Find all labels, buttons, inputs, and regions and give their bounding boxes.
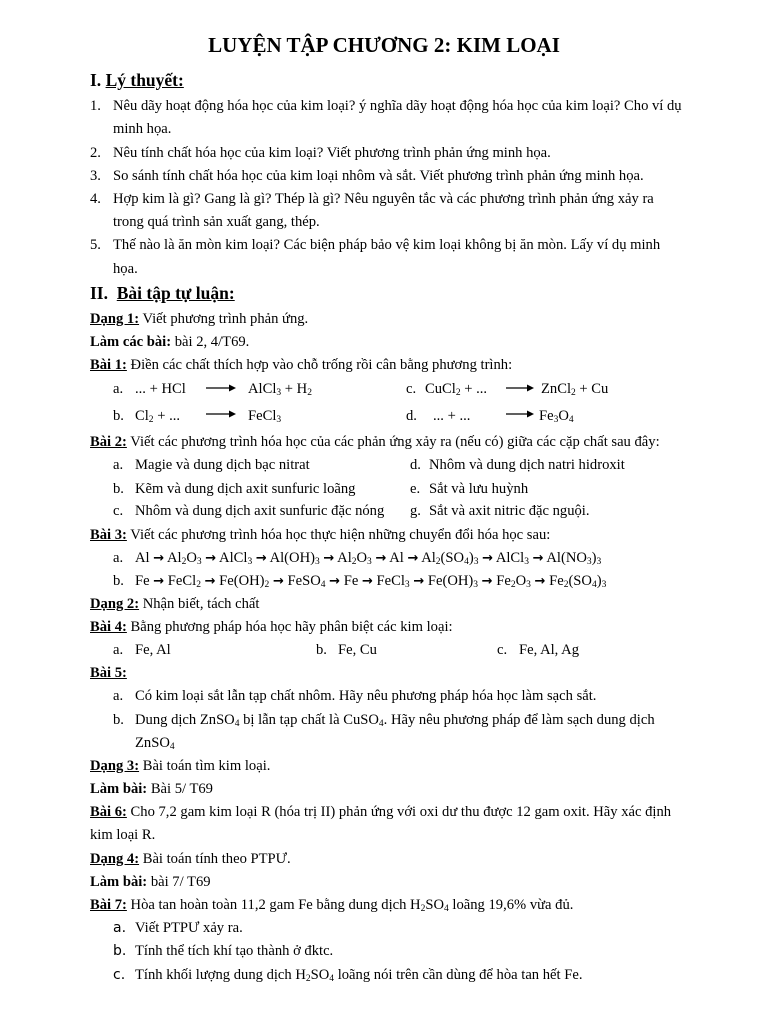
- bai-3-a-marker: a.: [113, 550, 124, 566]
- bai-7-a-text: Viết PTPƯ xảy ra.: [135, 920, 243, 936]
- bai-1-d-arrow-icon: [506, 410, 534, 418]
- bai-5-b-sub-4b: 4: [378, 719, 384, 729]
- bai-1-text: Điền các chất thích hợp vào chỗ trống rồi cân bằng phương trình:: [126, 357, 513, 373]
- arrow-icon: →: [205, 551, 217, 566]
- bai-4-text: Bằng phương pháp hóa học hãy phân biệt các kim loại:: [126, 619, 453, 635]
- theory-item-2-text: Nêu tính chất hóa học của kim loại? Viết phương trình phản ứng minh họa.: [113, 145, 551, 161]
- bai-6-text: Cho 7,2 gam kim loại R (hóa trị II) phản ứng với oxi dư thu được 12 gam oxit. Hãy xác định: [126, 804, 672, 820]
- section-1-number: I.: [90, 70, 102, 90]
- bai-1-prompt: [90, 356, 512, 374]
- bai-7-sub-4: 4: [444, 904, 449, 914]
- bai-7-prompt: [90, 896, 573, 914]
- bai-5-label: Bài 5:: [90, 665, 127, 681]
- section-1-heading: [90, 71, 184, 89]
- lam-cac-bai-text: bài 2, 4/T69.: [171, 334, 250, 350]
- bai-1-a-rhs-2: + H: [281, 381, 308, 397]
- bai-2-c-marker: c.: [113, 503, 124, 519]
- bai-7-b-text: Tính thể tích khí tạo thành ở đktc.: [135, 943, 334, 959]
- bai-1-label: Bài 1:: [90, 357, 127, 373]
- bai-7-a-marker: a.: [113, 920, 127, 936]
- arrow-icon: →: [361, 574, 373, 589]
- bai-1-d-lhs: ... + ...: [433, 408, 471, 424]
- bai-4-c-marker: c.: [497, 642, 508, 658]
- bai-2-e-text: Sắt và lưu huỳnh: [429, 481, 529, 497]
- formula-subscript: 3: [524, 557, 529, 567]
- bai-5-b-l2: ZnSO: [135, 735, 170, 751]
- theory-item-4-text-cont: trong quá trình sản xuất gang, thép.: [113, 214, 320, 230]
- bai-1-a-lhs: ... + HCl: [135, 381, 186, 397]
- bai-2-c-text: Nhôm và dung dịch axit sunfuric đặc nóng: [135, 503, 385, 519]
- dang-3-text: Bài toán tìm kim loại.: [139, 758, 271, 774]
- bai-5-b-sub-4c: 4: [169, 742, 175, 752]
- bai-1-d-marker: d.: [406, 408, 417, 424]
- formula-subscript: 3: [247, 557, 253, 567]
- arrow-icon: →: [255, 551, 267, 566]
- bai-2-text: Viết các phương trình hóa học của các phản ứng xảy ra (nếu có) giữa các cặp chất sau đây:: [126, 434, 660, 450]
- dang-2-label: Dạng 2:: [90, 596, 140, 612]
- dang-2: [90, 595, 259, 613]
- bai-1-d-sub-4: 4: [568, 415, 574, 425]
- arrow-icon: →: [153, 574, 165, 589]
- formula-subscript: 3: [601, 580, 607, 590]
- bai-7-b-marker: b.: [113, 943, 127, 959]
- bai-6-text-cont: kim loại R.: [90, 827, 156, 843]
- arrow-icon: →: [481, 574, 493, 589]
- bai-1-c-lhs-1: CuCl: [425, 381, 456, 397]
- arrow-icon: →: [407, 551, 419, 566]
- formula-subscript: 3: [315, 557, 320, 567]
- lam-bai-4-label: Làm bài:: [90, 874, 148, 890]
- bai-7-t3: loãng 19,6% vừa đủ.: [448, 897, 574, 913]
- bai-1-b-arrow-icon: [206, 410, 236, 418]
- bai-5-b-t1: Dung dịch ZnSO: [135, 712, 235, 728]
- lam-bai-4: [90, 873, 211, 891]
- bai-7-sub-2: 2: [420, 904, 426, 914]
- bai-1-c-marker: c.: [406, 381, 417, 397]
- formula-subscript: 3: [526, 580, 531, 590]
- bai-2-g-text: Sắt và axit nitric đặc nguội.: [429, 503, 590, 519]
- bai-7-c-text: [135, 966, 582, 984]
- theory-item-2-number: 2.: [90, 145, 101, 161]
- section-1-title: Lý thuyết:: [105, 70, 184, 90]
- bai-2-d-marker: d.: [410, 457, 421, 473]
- arrow-icon: →: [323, 551, 335, 566]
- dang-4-text: Bài toán tính theo PTPƯ.: [139, 851, 291, 867]
- dang-3: [90, 757, 270, 775]
- bai-1-c-lhs: [425, 380, 487, 398]
- bai-1-b-lhs: [135, 407, 180, 425]
- bai-1-b-sub-3: 3: [276, 415, 282, 425]
- arrow-icon: →: [204, 574, 216, 589]
- formula-subscript: 4: [320, 580, 326, 590]
- bai-5-a-marker: a.: [113, 688, 124, 704]
- theory-item-1-text-cont: minh họa.: [113, 121, 172, 137]
- bai-1-b-rhs-1: FeCl: [248, 408, 277, 424]
- bai-4-b-marker: b.: [316, 642, 327, 658]
- bai-1-a-rhs-1: AlCl: [248, 381, 277, 397]
- theory-item-1-number: 1.: [90, 98, 101, 114]
- formula-subscript: 3: [196, 557, 202, 567]
- theory-item-5-number: 5.: [90, 237, 101, 253]
- formula-subscript: 2: [435, 557, 441, 567]
- dang-1-text: Viết phương trình phản ứng.: [139, 311, 309, 327]
- bai-1-b-sub-2: 2: [148, 415, 154, 425]
- formula-subscript: 2: [351, 557, 357, 567]
- bai-4-prompt: [90, 618, 453, 636]
- formula-subscript: 4: [591, 580, 597, 590]
- section-2-heading: [90, 284, 235, 302]
- bai-1-c-sub-2a: 2: [455, 388, 461, 398]
- theory-item-5-text-cont: họa.: [113, 261, 138, 277]
- bai-1-a-marker: a.: [113, 381, 124, 397]
- arrow-icon: →: [329, 574, 341, 589]
- page-title: LUYỆN TẬP CHƯƠNG 2: KIM LOẠI: [208, 33, 560, 57]
- bai-2-d-text: Nhôm và dung dịch natri hidroxit: [429, 457, 625, 473]
- bai-5-b-marker: b.: [113, 712, 124, 728]
- lam-bai-3: [90, 780, 213, 798]
- bai-1-b-rhs: [248, 407, 281, 425]
- bai-4-c-text: Fe, Al, Ag: [519, 642, 580, 658]
- bai-3-a-chain: $Al \to Al_2O_3$ → AlCl$_3$ → $Al(OH)_3 \to Al_2O_3 \to Al \to Al_2(SO_4)_3$ → AlCl$_3$ → $Al(NO_3)_3$: [135, 550, 602, 567]
- bai-1-d-rhs-2: O: [558, 408, 569, 424]
- bai-1-b-lhs-1: Cl: [135, 408, 149, 424]
- lam-bai-4-text: bài 7/ T69: [147, 874, 211, 890]
- bai-1-a-rhs: [248, 380, 312, 398]
- bai-2-label: Bài 2:: [90, 434, 127, 450]
- lam-bai-3-text: Bài 5/ T69: [147, 781, 213, 797]
- bai-1-c-arrow-icon: [506, 384, 534, 392]
- dang-4: [90, 850, 291, 868]
- lam-cac-bai: [90, 333, 249, 351]
- bai-7-c-marker: c.: [113, 967, 126, 983]
- formula-subscript: 3: [586, 557, 592, 567]
- arrow-icon: →: [272, 574, 284, 589]
- formula-subscript: 3: [473, 580, 479, 590]
- theory-item-4-text: Hợp kim là gì? Gang là gì? Thép là gì? Nêu nguyên tắc và các phương trình phản ứng xảy ra: [113, 191, 654, 207]
- bai-2-b-text: Kẽm và dung dịch axit sunfuric loãng: [135, 481, 356, 497]
- bai-1-c-lhs-2: + ...: [460, 381, 488, 397]
- bai-3-text: Viết các phương trình hóa học thực hiện những chuyển đổi hóa học sau:: [126, 527, 551, 543]
- arrow-icon: →: [534, 574, 546, 589]
- formula-subscript: 3: [404, 580, 410, 590]
- theory-item-1-text: Nêu dãy hoạt động hóa học của kim loại? ý nghĩa dãy hoạt động hóa học của kim loại? Cho ví dụ: [113, 98, 682, 114]
- bai-3-b-marker: b.: [113, 573, 124, 589]
- formula-subscript: 2: [510, 580, 516, 590]
- lam-bai-3-label: Làm bài:: [90, 781, 148, 797]
- theory-item-3-number: 3.: [90, 168, 101, 184]
- bai-3-label: Bài 3:: [90, 527, 127, 543]
- bai-4-a-marker: a.: [113, 642, 124, 658]
- arrow-icon: →: [413, 574, 425, 589]
- bai-4-b-text: Fe, Cu: [338, 642, 377, 658]
- bai-1-d-sub-3: 3: [553, 415, 559, 425]
- bai-7-label: Bài 7:: [90, 897, 127, 913]
- arrow-icon: →: [153, 551, 165, 566]
- bai-7-c-t1: Tính khối lượng dung dịch H: [135, 967, 306, 983]
- dang-3-label: Dạng 3:: [90, 758, 140, 774]
- bai-5-b-text-cont: [135, 734, 175, 752]
- arrow-icon: →: [482, 551, 493, 566]
- lam-cac-bai-label: Làm các bài:: [90, 334, 172, 350]
- bai-1-c-sub-2b: 2: [571, 388, 576, 398]
- section-2-title: Bài tập tự luận:: [116, 283, 235, 303]
- bai-5-prompt: [90, 664, 127, 682]
- theory-item-4-number: 4.: [90, 191, 101, 207]
- bai-6-label: Bài 6:: [90, 804, 127, 820]
- bai-1-c-rhs-1: ZnCl: [541, 381, 571, 397]
- bai-4-label: Bài 4:: [90, 619, 127, 635]
- formula-subscript: 2: [563, 580, 569, 590]
- dang-1-label: Dạng 1:: [90, 311, 140, 327]
- bai-7-t1: Hòa tan hoàn toàn 11,2 gam Fe bằng dung dịch H: [126, 897, 421, 913]
- bai-1-c-rhs-2: + Cu: [575, 381, 609, 397]
- bai-7-c-sub-2: 2: [305, 974, 311, 984]
- formula-subscript: 2: [181, 557, 187, 567]
- bai-4-a-text: Fe, Al: [135, 642, 171, 658]
- bai-7-c-sub-4: 4: [329, 974, 335, 984]
- arrow-icon: →: [532, 551, 544, 566]
- formula-subscript: 3: [596, 557, 602, 567]
- bai-2-a-text: Magie và dung dịch bạc nitrat: [135, 457, 310, 473]
- formula-subscript: 2: [264, 580, 270, 590]
- bai-1-c-rhs: [541, 380, 608, 398]
- theory-item-3-text: So sánh tính chất hóa học của kim loại nhôm và sắt. Viết phương trình phản ứng minh họa.: [113, 168, 644, 184]
- bai-3-prompt: [90, 526, 550, 544]
- bai-2-prompt: [90, 433, 660, 451]
- bai-2-b-marker: b.: [113, 481, 124, 497]
- bai-1-d-rhs: [539, 407, 574, 425]
- dang-1: [90, 310, 308, 328]
- bai-6-prompt: [90, 803, 671, 821]
- bai-3-b-chain: Fe → FeCl$_2$ → $Fe(OH)_2$ → FeSO$_4$ → Fe → FeCl$_3$ → $Fe(OH)_3 \to Fe_2O_3 \to Fe_2(SO_4)_3$: [135, 573, 607, 590]
- arrow-icon: →: [375, 551, 387, 566]
- bai-1-a-arrow-icon: [206, 384, 236, 392]
- formula-subscript: 3: [473, 557, 479, 567]
- dang-2-text: Nhận biết, tách chất: [139, 596, 260, 612]
- bai-5-b-t2: bị lẫn tạp chất là CuSO: [239, 712, 379, 728]
- bai-1-a-sub-3: 3: [276, 388, 282, 398]
- bai-1-b-lhs-2: + ...: [153, 408, 181, 424]
- bai-7-c-t2: SO: [310, 967, 330, 983]
- bai-1-a-sub-2: 2: [307, 388, 312, 398]
- formula-subscript: 2: [196, 580, 201, 590]
- bai-5-b-t3: . Hãy nêu phương pháp để làm sạch dung dịch: [383, 712, 655, 728]
- bai-5-a-text: Có kim loại sắt lẫn tạp chất nhôm. Hãy nêu phương pháp hóa học làm sạch sắt.: [135, 688, 597, 704]
- theory-item-5-text: Thế nào là ăn mòn kim loại? Các biện pháp bảo vệ kim loại không bị ăn mòn. Lấy ví dụ minh: [113, 237, 661, 253]
- bai-2-a-marker: a.: [113, 457, 124, 473]
- section-2-number: II.: [90, 283, 108, 303]
- formula-subscript: 3: [367, 557, 372, 567]
- bai-5-b-sub-4a: 4: [234, 719, 240, 729]
- bai-5-b-text: [135, 711, 655, 729]
- bai-7-t2: SO: [425, 897, 445, 913]
- formula-subscript: 4: [464, 557, 469, 567]
- bai-1-b-marker: b.: [113, 408, 124, 424]
- dang-4-label: Dạng 4:: [90, 851, 140, 867]
- bai-2-e-marker: e.: [410, 481, 421, 497]
- bai-7-c-t3: loãng nói trên cần dùng để hòa tan hết Fe.: [334, 967, 583, 983]
- bai-2-g-marker: g.: [410, 503, 421, 519]
- bai-1-d-rhs-1: Fe: [539, 408, 554, 424]
